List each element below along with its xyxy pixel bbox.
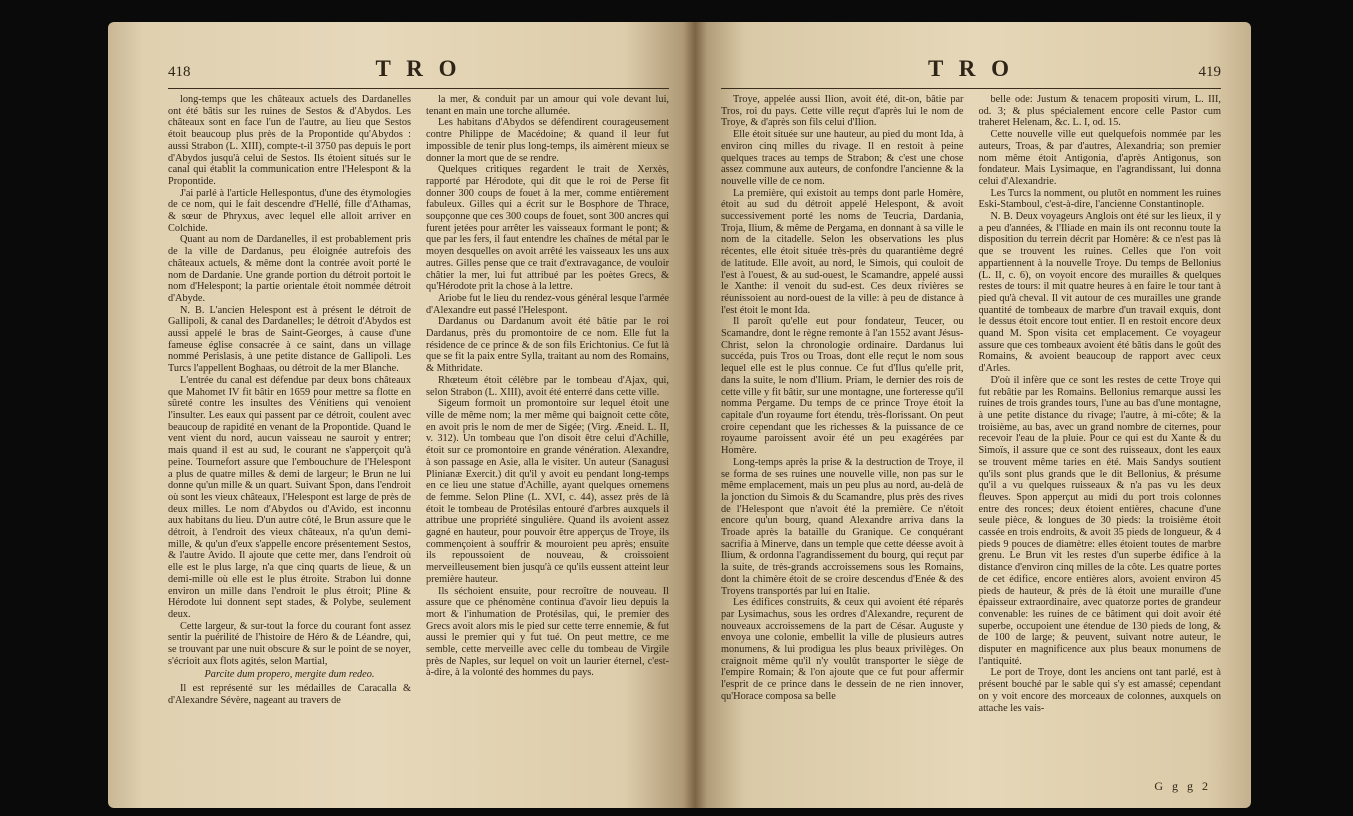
paragraph: Quant au nom de Dardanelles, il est probablement pris de la ville de Dardanus, peu éloignée autrefois des châteaux actuels, & même dont la contrée avoit porté le nom de Dardanie. Une grande portion du détroit portoit le nom d'Helespont; la partie orientale étoit nommée détroit d'Abyde.	[168, 234, 411, 304]
right-header-rule	[721, 88, 1221, 89]
paragraph: Sigeum formoit un promontoire sur lequel étoit une ville de même nom; la mer même qui baignoit cette côte, en avoit pris le nom de mer de Sigée; (Virg. Æneid. L. II, v. 312). Un tombeau que l'on disoit être celui d'Achille, étoit sur ce promontoire en grande vénération. Alexandre, à son passage en Asie, alla le visiter. Un auteur (Sanagusi Plinianæ Exercit.) dit qu'il y avoit eu pendant long-temps en ce lieu une statue d'Achille, ayant quelques ornemens de femme. Selon Pline (L. XVI, c. 44), assez près de là étoit le tombeau de Protésilas entouré d'arbres auxquels il attribue une propriété singulière. Quand ils avoient assez gagné en hauteur, pour pouvoir être apperçus de Troye, ils commençoient à souffrir & mouroient peu après; ensuite ils repoussoient de nouveau, & croissoient merveilleusement bien jusqu'à ce qu'ils eussent atteint leur première hauteur.	[426, 398, 669, 585]
left-page	[108, 22, 695, 808]
paragraph: Elle étoit située sur une hauteur, au pied du mont Ida, à environ cinq milles du rivage. Il en restoit à peine quelques traces au temps de Strabon; & c'est une chose assez commune aux auteurs, de confondre l'ancienne & la nouvelle ville de ce nom.	[721, 129, 964, 187]
latin-quote: Parcite dum propero, mergite dum redeo.	[204, 669, 375, 681]
paragraph: Dardanus ou Dardanum avoit été bâtie par le roi Dardanus, près du promontoire de ce nom. Elle fut la résidence de ce prince & de son fils Erichtonius. Ce fut là que se fit la paix entre Sylla, traitant au nom des Romains, & Mithridate.	[426, 316, 669, 375]
left-header-rule	[168, 88, 669, 89]
left-column-1	[168, 94, 411, 798]
paragraph: L'entrée du canal est défendue par deux bons châteaux que Mahomet IV fit bâtir en 1659 pour mettre sa flotte en sûreté contre les insultes des Vénitiens qui venoient l'insulter. Les eaux qui passent par ce détroit, coulent avec beaucoup de rapidité en venant de la Propontide. Quand le vent vient du nord, aucun vaisseau ne sauroit y entrer; mais quand il est au sud, le courant ne s'apperçoit qu'à peine. Tournefort assure que l'embouchure de l'Helespont a plus de quatre milles & demi de largeur; le Brun ne lui donne qu'un mille & un quart. Suivant Spon, dans l'endroit où sont les vieux châteaux, l'Helespont est large de près de deux milles. Le nom d'Abydos ou d'Avido, est inconnu aux habitans du lieu. D'un autre côté, le Brun assure que le détroit, à l'endroit des vieux châteaux, n'a qu'un demi-mille, & qu'un d'eux s'appelle encore présentement Sestos, & l'autre Avido. Il ajoute que cette mer, dans l'endroit où elle est le plus large, n'a que cinq quarts de lieue, & un demi-mille où elle est le plus étroite. Strabon lui donne environ un mille dans l'endroit le plus étroit; Pline & Hérodote lui donnent sept stades, & Polybe, seulement deux.	[168, 374, 411, 620]
paragraph: N. B. L'ancien Helespont est à présent le détroit de Gallipoli, & canal des Dardanelles; le détroit d'Abydos est aussi appelé le bras de Saint-Georges, à cause d'une fameuse église consacrée à ce saint, dans un village nommé Perislasis, à une petite distance de Gallipoli. Les Turcs l'appellent Boghaas, ou détroit de la mer Blanche.	[168, 304, 411, 375]
paragraph: Les habitans d'Abydos se défendirent courageusement contre Philippe de Macédoine; & quand il leur fut impossible de tenir plus long-temps, ils aimèrent mieux se donner la mort que de se rendre.	[426, 117, 669, 164]
right-column-2	[979, 94, 1222, 778]
paragraph: Cette nouvelle ville eut quelquefois nommée par les auteurs, Troas, & par d'autres, Alexandria; son premier nom même étoit Antigonia, d'après Antigonus, son fondateur. Mais Lysimaque, en l'agrandissant, lui donna celui d'Alexandrie.	[978, 129, 1221, 187]
right-running-title: T R O	[928, 56, 1014, 81]
paragraph: belle ode: Justum & tenacem propositi virum, L. III, od. 3; & plus spécialement encore celle Pastor cum traheret Helenam, &c. L. I, od. 15.	[978, 94, 1221, 129]
paragraph: Il paroît qu'elle eut pour fondateur, Teucer, ou Scamandre, dont le règne remonte à l'an 1552 avant Jésus-Christ, selon la chronologie ordinaire. Dardanus lui succéda, puis Tros ou Troas, dont elle reçut le nom sous lequel elle est le plus connue. Ce fut d'Ilus qu'elle prit, dans la suite, le nom d'Ilium. Priam, le dernier des rois de cette ville y fit bâtir, sur une montagne, une forteresse qu'il nomma Pergame. Du temps de ce prince Troye étoit la capitale d'un royaume fort étendu, très-florissant. On peut croire cependant que les richesses & la puissance de ce royaume paroissent avoir été un peu exagérées par Homère.	[721, 316, 964, 457]
paragraph: Long-temps après la prise & la destruction de Troye, il se forma de ses ruines une nouvelle ville, non pas sur le même emplacement, mais un peu plus au nord, au-delà de la jonction du Simois & du Scamandre, plus près des rives de l'Helespont que n'avoit été la première. Ce n'étoit encore qu'un bourg, quand Alexandre arriva dans la Troade après la bataille du Granique. Ce conquérant sacrifia à Minerve, dans un temple que cette déesse avoit à Ilium, & ordonna l'agrandissement du bourg, qui reçut par la suite, de très-grands accroissemens sous les Romains, dont la chimère étoit de se croire descendus d'Enée & des Troyens transportés par lui en Italie.	[721, 456, 964, 597]
left-page-header	[168, 56, 669, 86]
paragraph: Cette largeur, & sur-tout la force du courant font assez sentir la puérilité de l'histoire de Héro & de Léandre, qui, se trouvant par une nuit obscure & sur le point de se noyer, s'écrioit aux flots agités, selon Martial,	[168, 620, 411, 667]
paragraph: N. B. Deux voyageurs Anglois ont été sur les lieux, il y a peu d'années, & l'Iliade en main ils ont reconnu toute la disposition du terrein décrit par Homère: & ce n'est pas là que se trouvent les ruines. Celles que l'on voit appartiennent à la nouvelle Troye. Du temps de Bellonius (L. II, c. 6), on voyoit encore des murailles & quelques restes de tours: il mit quatre heures à en faire le tour tant à pied qu'à cheval. Il vit autour de ces murailles une grande quantité de tombeaux de marbre d'un travail exquis, dont le dessus étoit encore tout entier. Il en restoit encore deux quand M. Spon visita cet emplacement. Ce voyageur assure que ces tombeaux avoient été bâtis dans le goût des Romains, & avoient beaucoup de rapport avec ceux d'Arles.	[978, 211, 1221, 375]
paragraph: Les édifices construits, & ceux qui avoient été réparés par Lysimachus, sous les ordres d'Alexandre, reçurent de nouveaux accroissemens de la part de César. Auguste y envoya une colonie, embellit la ville de plusieurs autres monumens, & lui prodigua les plus beaux privilèges. On craignoit même qu'il n'y voulût transporter le siège de l'empire Romain; & l'on ajoute que ce fut pour affermir l'esprit de ce prince dans le dessein de ne rien innover, qu'Horace composa sa belle	[721, 597, 964, 702]
signature-mark: G g g 2	[1154, 779, 1211, 793]
left-column-2	[426, 94, 669, 798]
paragraph: Rhœteum étoit célèbre par le tombeau d'Ajax, qui, selon Strabon (L. XIII), avoit été enterré dans cette ville.	[426, 374, 669, 398]
paragraph: Les Turcs la nomment, ou plutôt en nomment les ruines Eski-Stamboul, c'est-à-dire, l'ancienne Constantinople.	[978, 187, 1221, 211]
paragraph: La première, qui existoit au temps dont parle Homère, étoit au sud du détroit appelé Helespont, & avoit successivement porté les noms de Teucria, Dardania, Troja, Ilium, & même de Pergama, en donnant à sa ville le nom de la citadelle. Selon les observations les plus récentes, elle étoit située très-près du quarantième degré de latitude. Elle avoit, au nord, le Simois, qui couloit de l'est à l'ouest, & au sud-ouest, le Scamandre, appelé aussi le Xanthe: il venoit du sud-est. Ces deux rivières se réunissoient au nord-ouest de la ville: à peu de distance à l'est étoit le mont Ida.	[721, 187, 964, 316]
paragraph: J'ai parlé à l'article Hellespontus, d'une des étymologies de ce nom, qui le fait descendre d'Hellé, fille d'Athamas, & sœur de Phryxus, avec lequel elle alloit arriver en Colchide.	[168, 187, 411, 234]
right-page-number: 419	[1198, 64, 1221, 80]
paragraph: Le port de Troye, dont les anciens ont tant parlé, est à présent bouché par le sable qui s'y est amassé; cependant on y voit encore des morceaux de colonnes, auxquels on attache les vais-	[978, 667, 1221, 714]
book-gutter	[683, 22, 707, 808]
paragraph: Quelques critiques regardent le trait de Xerxès, rapporté par Hérodote, qui dit que le roi de Perse fit donner 300 coups de fouet à la mer, comme entièrement fabuleux. Gilles qui a écrit sur le Bosphore de Thrace, soupçonne que ces 300 coups de fouet, sont 300 ancres qui furent jetées pour arrêter les vaisseaux formant le pont; & que par les fers, il faut entendre les chaînes de métal par le moyen desquelles on avoit arrêté les vaisseaux les uns aux autres. Gilles pense que ce trait d'extravagance, de vouloir châtier la mer, lui fut attribué par les poètes Grecs, & qu'Hérodote prit la chose à la lettre.	[426, 164, 669, 293]
paragraph: Ils séchoient ensuite, pour recroître de nouveau. Il assure que ce phénomène continua d'avoir lieu depuis la mort & l'inhumation de Protésilas, qui, le premier des Grecs avoit alors mis le pied sur cette terre ennemie, & fut aussi le premier qui y fut tué. On peut mettre, ce me semble, cette merveille avec celle du tombeau de Virgile près de Naples, sur lequel on voit un laurier éternel, c'est-à-dire, à la volonté des hommes du pays.	[426, 585, 669, 679]
paragraph: la mer, & conduit par un amour qui vole devant lui, tenant en main une torche allumée.	[426, 94, 669, 117]
left-running-title: T R O	[375, 56, 462, 81]
paragraph: Troye, appelée aussi Ilion, avoit été, dit-on, bâtie par Tros, roi du pays. Cette ville reçut d'après lui le nom de Troye, & d'après son fils celui d'Ilion.	[721, 94, 964, 129]
paragraph: Il est représenté sur les médailles de Caracalla & d'Alexandre Sévère, nageant au travers de	[168, 683, 411, 706]
right-columns	[721, 94, 1221, 778]
paragraph: D'où il infère que ce sont les restes de cette Troye qui fut rebâtie par les Romains. Bellonius remarque aussi les ruines de trois grandes tours, l'une au bas d'une montagne, à une petite distance du rivage; l'autre, à mi-côte; & la troisième, au bas, avec un grand nombre de citernes, pour recevoir l'eau de la pluie. Pour ce qui est du Xante & du Simoïs, il assure que ce sont des ruisseaux, dont les eaux se trouvent même taries en été. Mais Sandys soutient qu'ils sont plus grands que le dit Bellonius, & présume qu'il a vu quelques ruisseaux & n'a pas vu les deux fleuves. Spon apperçut au midi du port trois colonnes entre des ronces; deux étoient entières, chacune d'une seule pièce, & longues de 30 pieds: la troisième étoit cassée en trois endroits, & avoit 35 pieds de longueur, & 4 pieds 9 pouces de diamètre: elles étoient toutes de marbre grenu. Le Brun vit les restes d'un superbe édifice à la distance d'environ cinq milles de la côte. Les quatre portes de cet édifice, encore entières alors, avoient environ 45 pieds de hauteur, & près de là étoit une muraille d'une épaisseur extraordinaire, avec quatorze portes de grandeur convenable: les ruines de ce bâtiment qui doit avoir été superbe, occupoient une étendue de 130 pieds de long, & de 100 de large; & peuvent, suivant notre auteur, le disputer en magnificence aux plus beaux monumens de l'antiquité.	[978, 374, 1221, 667]
paragraph: long-temps que les châteaux actuels des Dardanelles ont été bâtis sur les ruines de Sestos & d'Abydos. Les châteaux sont en face l'un de l'autre, au lieu que Sestos étoit beaucoup plus près de la Propontide qu'Abydos : aussi Strabon (L. XIII), compte-t-il 3750 pas depuis le port d'Abydos jusqu'à celui de Sestos. Ils étoient situés sur le canal qui établit la communication entre l'Helespont & la Propontide.	[168, 94, 411, 187]
right-page	[695, 22, 1251, 808]
right-column-1	[721, 94, 964, 778]
right-page-header	[721, 56, 1221, 86]
paragraph: Ariobe fut le lieu du rendez-vous général lesque l'armée d'Alexandre eut passé l'Helespont.	[426, 292, 669, 316]
left-page-number: 418	[168, 64, 191, 80]
left-columns	[168, 94, 669, 798]
